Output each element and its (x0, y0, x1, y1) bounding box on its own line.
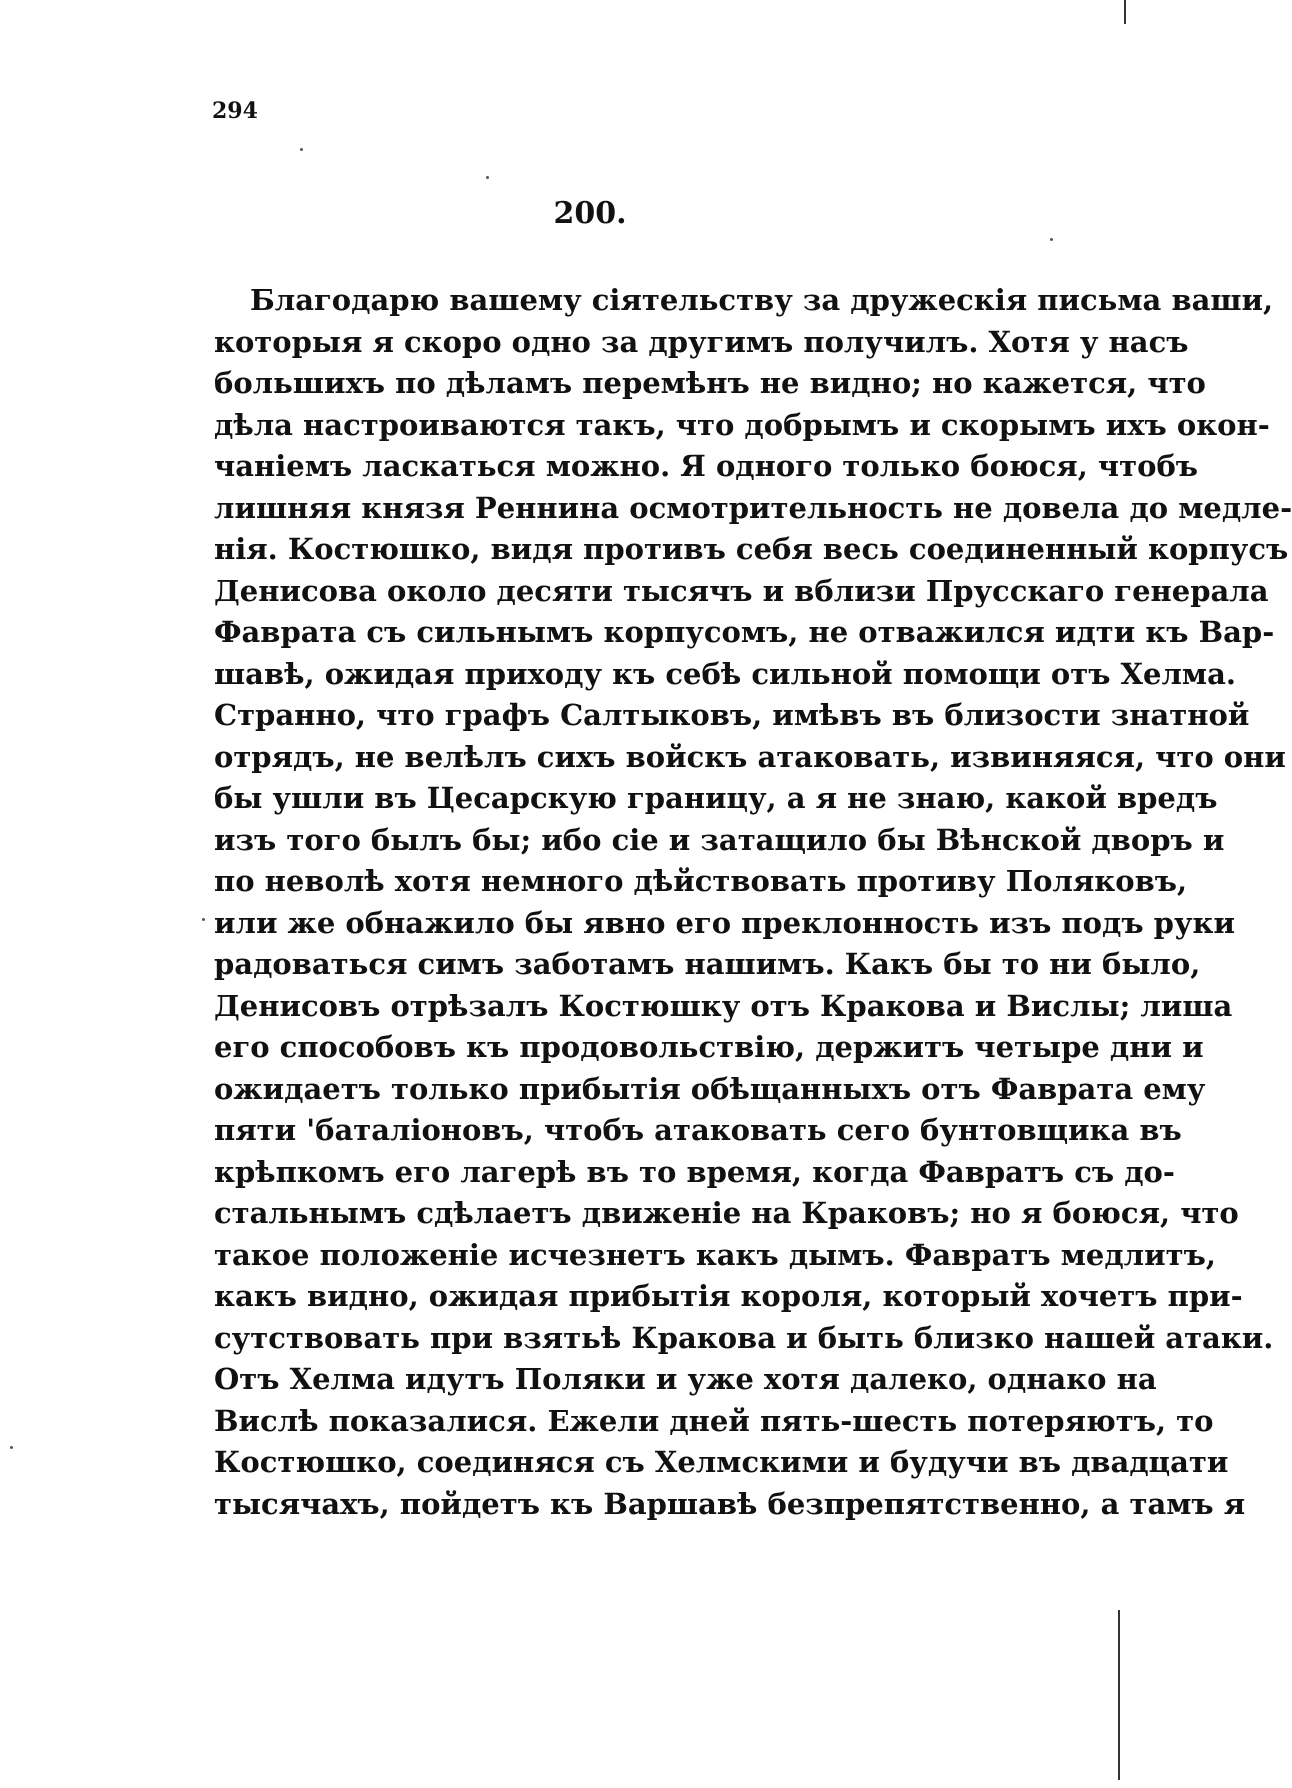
text-line: Благодарю вашему сіятельству за дружескія письма ваши, (250, 283, 1274, 317)
text-line: чаніемъ ласкаться можно. Я одного только боюся, чтобъ (214, 449, 1199, 483)
text-line: Вислѣ показалися. Ежели дней пять-шесть потеряютъ, то (214, 1403, 1214, 1438)
text-line: лишняя князя Реннина осмотрительность не довела до медле- (214, 490, 1292, 525)
scan-edge-mark-bottom (1118, 1610, 1120, 1780)
text-line: радоваться симъ заботамъ нашимъ. Какъ бы то ни было, (214, 947, 1201, 981)
scan-speck (202, 918, 205, 921)
text-line: Фаврата съ сильнымъ корпусомъ, не отважился идти къ Вар- (214, 615, 1275, 649)
letter-number: 200. (553, 196, 627, 231)
text-line: крѣпкомъ его лагерѣ въ то время, когда Фавратъ съ до- (214, 1154, 1175, 1189)
scan-edge-mark-top (1124, 0, 1126, 24)
text-line: Костюшко, соединяся съ Хелмскими и будучи въ двадцати (214, 1445, 1229, 1479)
scan-speck (486, 176, 489, 179)
text-line: большихъ по дѣламъ перемѣнъ не видно; но кажется, что (214, 366, 1206, 400)
text-line: Денисовъ отрѣзалъ Костюшку отъ Кракова и Вислы; лиша (214, 988, 1233, 1023)
text-line: стальнымъ сдѣлаетъ движеніе на Краковъ; но я боюся, что (214, 1196, 1239, 1230)
scan-speck (1050, 238, 1053, 241)
text-line: тысячахъ, пойдетъ къ Варшавѣ безпрепятственно, а тамъ я (214, 1486, 1246, 1521)
text-line: по неволѣ хотя немного дѣйствовать противу Поляковъ, (214, 864, 1188, 898)
text-line: Отъ Хелма идутъ Поляки и уже хотя далеко, однако на (214, 1362, 1157, 1396)
text-line: Странно, что графъ Салтыковъ, имѣвъ въ близости знатной (214, 698, 1250, 732)
text-line: или же обнажило бы явно его преклонность изъ подъ руки (214, 905, 1235, 940)
text-line: дѣла настроиваются такъ, что добрымъ и скорымъ ихъ окон- (214, 407, 1270, 442)
text-line: отрядъ, не велѣлъ сихъ войскъ атаковать, извиняяся, что они (214, 739, 1286, 774)
text-line: шавѣ, ожидая приходу къ себѣ сильной помощи отъ Хелма. (214, 656, 1237, 691)
letter-body (214, 280, 1292, 1525)
text-line: его способовъ къ продовольствію, держитъ четыре дни и (214, 1030, 1204, 1064)
text-line: сутствовать при взятьѣ Кракова и быть близко нашей атаки. (214, 1320, 1274, 1355)
text-line: Денисова около десяти тысячъ и вблизи Прусскаго генерала (214, 573, 1269, 608)
text-line: которыя я скоро одно за другимъ получилъ. Хотя у насъ (214, 324, 1189, 359)
text-line: пяти 'баталіоновъ, чтобъ атаковать сего бунтовщика въ (214, 1113, 1182, 1147)
scan-speck (300, 148, 303, 151)
text-line: какъ видно, ожидая прибытія короля, который хочетъ при- (214, 1279, 1243, 1313)
page-number: 294 (212, 98, 258, 124)
text-line: ожидаетъ только прибытія обѣщанныхъ отъ Фаврата ему (214, 1071, 1206, 1106)
scan-speck (10, 1446, 13, 1449)
text-line: такое положеніе исчезнетъ какъ дымъ. Фавратъ медлитъ, (214, 1237, 1216, 1272)
text-line: изъ того былъ бы; ибо сіе и затащило бы Вѣнской дворъ и (214, 822, 1225, 857)
text-line: нія. Костюшко, видя противъ себя весь соединенный корпусъ (214, 532, 1289, 566)
text-line: бы ушли въ Цесарскую границу, а я не знаю, какой вредъ (214, 781, 1218, 815)
